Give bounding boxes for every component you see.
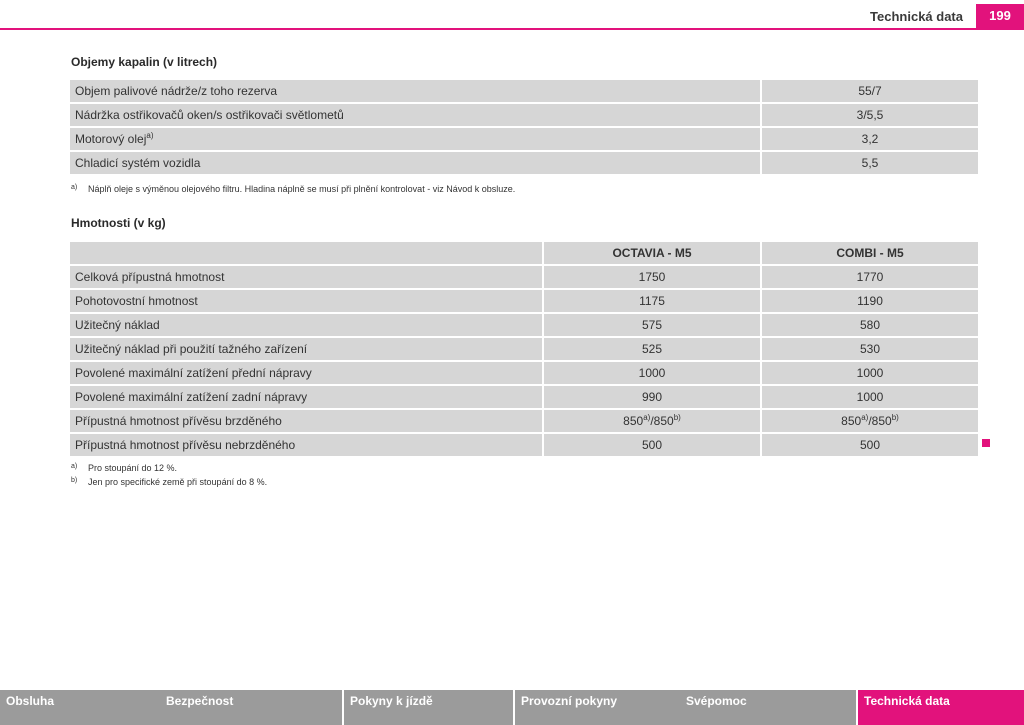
fluids-section-title: Objemy kapalin (v litrech): [71, 55, 218, 69]
footnote: [71, 463, 177, 473]
page-header: [0, 0, 1024, 32]
row-value-octavia: 1000: [544, 362, 760, 384]
footnote-ref: b): [891, 413, 899, 422]
footer-group-1: [0, 690, 342, 725]
chapter-title: Technická data: [870, 9, 963, 24]
table-row: [70, 266, 978, 288]
row-label: Povolené maximální zatížení zadní nápravy: [70, 386, 542, 408]
row-label: Užitečný náklad: [70, 314, 542, 336]
section-end-marker: [982, 439, 990, 447]
row-label: Užitečný náklad při použití tažného zařízení: [70, 338, 542, 360]
footnote-mark: a): [71, 184, 78, 191]
row-value-octavia: 525: [544, 338, 760, 360]
page-number: 199: [976, 4, 1024, 28]
row-value: 5,5: [762, 152, 978, 174]
footnote: [71, 184, 515, 194]
row-label: Nádržka ostřikovačů oken/s ostřikovači světlometů: [70, 104, 760, 126]
table-row: [70, 80, 978, 102]
header-cell-combi: COMBI - M5: [762, 242, 978, 264]
row-value-octavia: 575: [544, 314, 760, 336]
footer-group-2: [513, 690, 856, 725]
fluids-table: [70, 80, 978, 176]
footnote-ref: a): [643, 413, 651, 422]
row-label: Chladicí systém vozidla: [70, 152, 760, 174]
row-label: Povolené maximální zatížení přední nápravy: [70, 362, 542, 384]
table-row: [70, 314, 978, 336]
table-row: [70, 338, 978, 360]
row-label: Přípustná hmotnost přívěsu nebrzděného: [70, 434, 542, 456]
table-row: [70, 128, 978, 150]
footnote-mark: a): [71, 463, 78, 470]
footer-tab-svepomoc[interactable]: Svépomoc: [686, 694, 747, 708]
footnote-text: Náplň oleje s výměnou olejového filtru. Hladina náplně se musí při plnění kontrolovat - viz Návod k obsluze.: [88, 184, 516, 194]
row-value: 55/7: [762, 80, 978, 102]
footer-tab-technicka-data[interactable]: Technická data: [856, 690, 1024, 725]
footnote-ref: b): [673, 413, 681, 422]
footnote-ref: a): [146, 131, 154, 140]
footnote-mark: b): [71, 477, 78, 484]
weights-section-title: Hmotnosti (v kg): [71, 216, 166, 230]
row-value-combi: 1000: [762, 386, 978, 408]
footer-nav: [0, 690, 1024, 725]
footer-tab-provozni-pokyny[interactable]: Provozní pokyny: [521, 694, 618, 708]
footnote: [71, 477, 267, 487]
table-row: [70, 152, 978, 174]
row-value-combi: 1000: [762, 362, 978, 384]
row-value-combi: 580: [762, 314, 978, 336]
header-divider: [0, 28, 1024, 30]
row-label: Celková přípustná hmotnost: [70, 266, 542, 288]
row-value-combi: 530: [762, 338, 978, 360]
row-label: Přípustná hmotnost přívěsu brzděného: [70, 410, 542, 432]
row-label: Objem palivové nádrže/z toho rezerva: [70, 80, 760, 102]
row-value-combi: 1770: [762, 266, 978, 288]
row-value-octavia: 990: [544, 386, 760, 408]
footer-tab-bezpecnost[interactable]: Bezpečnost: [166, 694, 234, 708]
row-value-combi: 1190: [762, 290, 978, 312]
row-value: 3,2: [762, 128, 978, 150]
table-row: [70, 362, 978, 384]
header-cell: [70, 242, 542, 264]
footnote-ref: a): [861, 413, 869, 422]
table-row: [70, 290, 978, 312]
table-row: [70, 434, 978, 456]
row-value-combi: 850$^{a)}$/850$^{b)}$: [762, 410, 978, 432]
table-row: [70, 386, 978, 408]
table-row: [70, 410, 978, 432]
row-label: Motorový olej$^{a)}$: [70, 128, 760, 150]
row-value-octavia: 850$^{a)}$/850$^{b)}$: [544, 410, 760, 432]
header-cell-octavia: OCTAVIA - M5: [544, 242, 760, 264]
row-label: Pohotovostní hmotnost: [70, 290, 542, 312]
weights-table: [70, 242, 978, 458]
row-value-octavia: 1750: [544, 266, 760, 288]
row-value-octavia: 500: [544, 434, 760, 456]
footer-tab-pokyny-k-jizde[interactable]: Pokyny k jízdě: [342, 690, 513, 725]
row-value: 3/5,5: [762, 104, 978, 126]
footer-tab-obsluha[interactable]: Obsluha: [6, 694, 55, 708]
footnote-text: Pro stoupání do 12 %.: [88, 463, 178, 473]
table-header-row: [70, 242, 978, 264]
row-value-combi: 500: [762, 434, 978, 456]
row-value-octavia: 1175: [544, 290, 760, 312]
footnote-text: Jen pro specifické země při stoupání do 8 %.: [88, 477, 268, 487]
table-row: [70, 104, 978, 126]
